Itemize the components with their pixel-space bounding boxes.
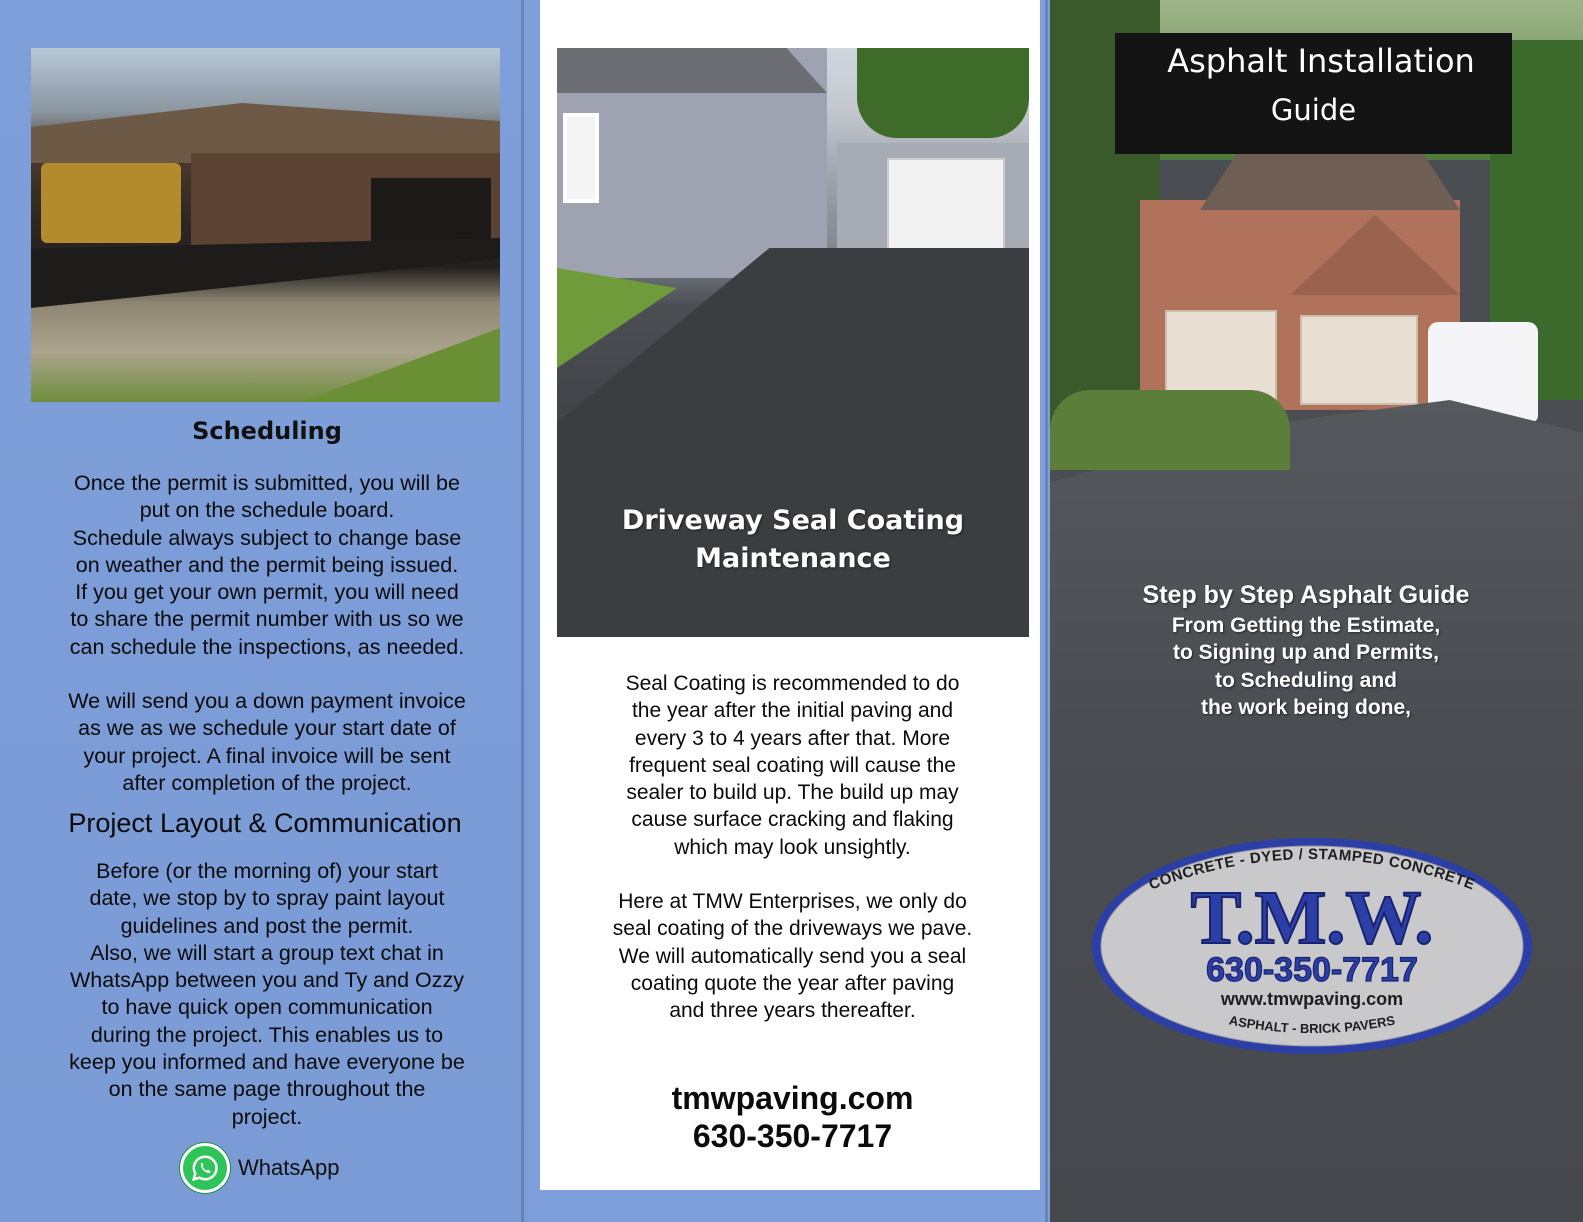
- whatsapp-label: WhatsApp: [238, 1155, 340, 1180]
- text-line: on the same page throughout the: [108, 1077, 426, 1102]
- seal-coating-paragraph: [560, 670, 1025, 861]
- text-line: sealer to build up. The build up may: [626, 781, 959, 805]
- step-guide-heading: Step by Step Asphalt Guide: [1142, 581, 1470, 609]
- text-line: date, we stop by to spray paint layout: [89, 886, 445, 911]
- text-line: Also, we will start a group text chat in: [90, 940, 444, 965]
- text-line: and three years thereafter.: [669, 999, 916, 1023]
- text-line: to have quick open communication: [101, 995, 433, 1020]
- house-roof: [1200, 150, 1460, 210]
- logo-bottom-arc-text: ASPHALT - BRICK PAVERS: [1227, 1012, 1397, 1037]
- paving-crew-photo: [31, 48, 500, 402]
- text-line: Once the permit is submitted, you will be: [74, 471, 460, 495]
- asphalt-driveway: [1050, 400, 1583, 1222]
- tmw-seal-policy-paragraph: [560, 888, 1025, 1024]
- text-line: can schedule the inspections, as needed.: [69, 634, 465, 659]
- text-line: Seal Coating is recommended to do: [625, 672, 960, 695]
- text-line: every 3 to 4 years after that. More: [634, 726, 951, 750]
- text-line: cause surface cracking and flaking: [631, 808, 954, 832]
- whatsapp-badge: [180, 1142, 340, 1194]
- whatsapp-icon: [180, 1143, 230, 1193]
- scheduling-paragraph: [28, 470, 506, 661]
- house-window: [563, 113, 599, 203]
- seal-coating-title: [557, 502, 1029, 578]
- text-line: We will send you a down payment invoice: [68, 689, 466, 713]
- text-line: to Scheduling and: [1215, 668, 1397, 692]
- fold-line-left: [521, 0, 524, 1222]
- logo-website: www.tmwpaving.com: [1220, 989, 1404, 1009]
- house-roof: [557, 48, 827, 93]
- project-layout-paragraph: [28, 858, 506, 1131]
- text-line: WhatsApp between you and Ty and Ozzy: [69, 968, 464, 993]
- text-line: Here at TMW Enterprises, we only do: [618, 890, 967, 913]
- text-line: the year after the initial paving and: [631, 699, 954, 723]
- text-line: project.: [231, 1104, 303, 1129]
- text-line: frequent seal coating will cause the: [629, 753, 956, 777]
- text-line: to share the permit number with us so we: [70, 607, 464, 632]
- text-line: seal coating of the driveways we pave.: [612, 917, 973, 941]
- text-line: coating quote the year after paving: [630, 971, 955, 995]
- text-line: put on the schedule board.: [139, 498, 395, 523]
- shrubs: [1050, 390, 1290, 470]
- text-line: as we as we schedule your start date of: [78, 716, 456, 741]
- text-line: during the project. This enables us to: [90, 1022, 444, 1047]
- logo-top-arc-text: CONCRETE - DYED / STAMPED CONCRETE: [1146, 845, 1478, 894]
- step-guide-lines: [1090, 612, 1522, 721]
- lawn: [301, 328, 500, 402]
- seal-coating-title-line2: Maintenance: [695, 543, 891, 574]
- text-line: Before (or the morning of) your start: [96, 859, 438, 883]
- trees: [857, 48, 1029, 138]
- text-line: Schedule always subject to change base: [72, 525, 462, 550]
- tmw-logo: [1086, 833, 1538, 1059]
- text-line: to Signing up and Permits,: [1172, 641, 1439, 665]
- scheduling-heading: Scheduling: [192, 417, 342, 445]
- text-line: which may look unsightly.: [674, 835, 911, 859]
- text-line: We will automatically send you a seal: [618, 944, 967, 968]
- guide-title-line1: Asphalt Installation: [1167, 42, 1475, 80]
- text-line: guidelines and post the permit.: [120, 913, 414, 938]
- fold-line-right: [1045, 0, 1048, 1222]
- logo-name: T.M.W.: [1190, 876, 1434, 960]
- text-line: the work being done,: [1200, 695, 1411, 719]
- logo-phone: 630-350-7717: [1206, 951, 1418, 989]
- text-line: From Getting the Estimate,: [1171, 614, 1441, 637]
- payment-paragraph: [28, 688, 506, 797]
- text-line: keep you informed and have everyone be: [69, 1050, 465, 1075]
- text-line: on weather and the permit being issued.: [75, 552, 459, 577]
- fresh-asphalt: [31, 238, 500, 308]
- seal-coating-title-line1: Driveway Seal Coating: [621, 505, 965, 536]
- garage-door: [887, 158, 1005, 253]
- website-text: tmwpaving.com: [671, 1080, 914, 1116]
- garage-opening: [371, 178, 491, 248]
- text-line: after completion of the project.: [122, 770, 412, 795]
- garage-door-right: [1300, 315, 1418, 405]
- phone-text: 630-350-7717: [692, 1118, 893, 1154]
- guide-title-line2: Guide: [1270, 93, 1357, 127]
- paving-machine: [41, 163, 181, 243]
- project-layout-heading: Project Layout & Communication: [68, 808, 462, 838]
- text-line: your project. A final invoice will be sent: [83, 743, 451, 768]
- text-line: If you get your own permit, you will need: [75, 580, 459, 605]
